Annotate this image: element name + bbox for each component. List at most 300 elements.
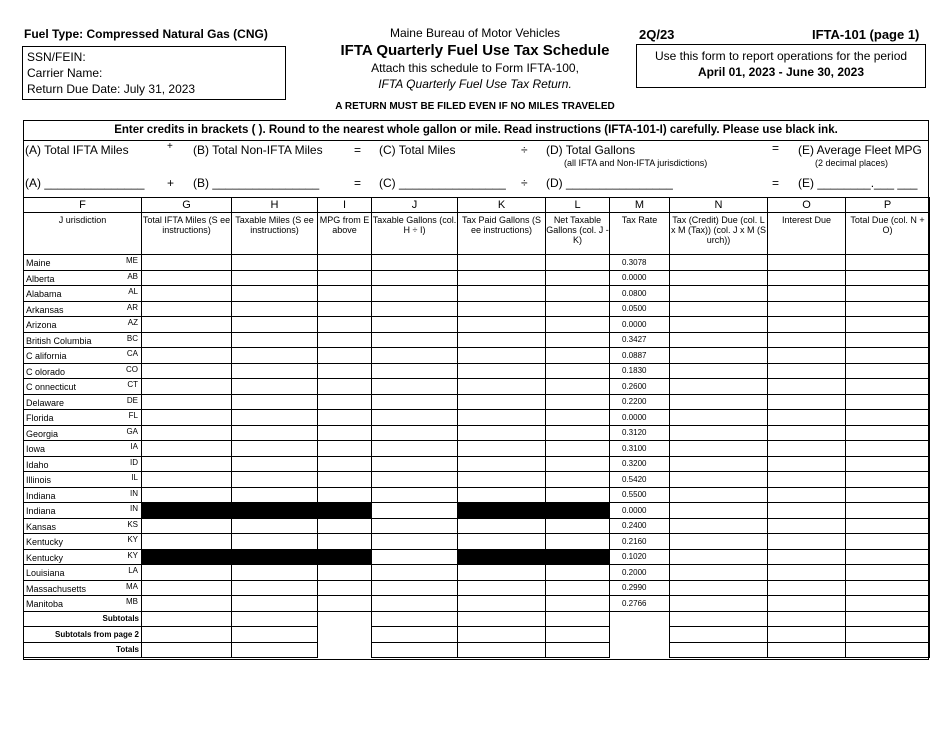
input-cell-i[interactable] bbox=[318, 301, 372, 317]
input-cell-k[interactable] bbox=[458, 270, 546, 286]
input-cell-i[interactable] bbox=[318, 379, 372, 395]
input-cell-i[interactable] bbox=[318, 534, 372, 550]
column-header-m: Tax Rate bbox=[610, 213, 670, 255]
input-cell-i[interactable] bbox=[318, 565, 372, 581]
jurisdiction-table bbox=[23, 197, 930, 658]
input-cell-p[interactable] bbox=[846, 425, 930, 441]
input-cell-l[interactable] bbox=[546, 410, 610, 426]
input-cell-j[interactable] bbox=[372, 456, 458, 472]
total-cell-l[interactable] bbox=[546, 611, 610, 627]
input-cell-i[interactable] bbox=[318, 441, 372, 457]
input-cell-n[interactable] bbox=[670, 348, 768, 364]
column-letter-f: F bbox=[24, 198, 142, 213]
total-cell-o[interactable] bbox=[768, 611, 846, 627]
jurisdiction-code: DE bbox=[126, 395, 138, 405]
total-cell-p[interactable] bbox=[846, 611, 930, 627]
input-cell-p[interactable] bbox=[846, 596, 930, 612]
input-cell-g[interactable] bbox=[142, 317, 232, 333]
input-cell-n[interactable] bbox=[670, 425, 768, 441]
empty-cell bbox=[318, 642, 372, 658]
jurisdiction-cell bbox=[24, 270, 142, 286]
input-cell-p[interactable] bbox=[846, 503, 930, 519]
input-cell-p[interactable] bbox=[846, 301, 930, 317]
carrier-name-field[interactable]: Carrier Name: bbox=[27, 66, 103, 80]
jurisdiction-code: KS bbox=[127, 519, 138, 529]
jurisdiction-cell bbox=[24, 487, 142, 503]
input-cell-l[interactable] bbox=[546, 441, 610, 457]
input-cell-p[interactable] bbox=[846, 270, 930, 286]
input-cell-o[interactable] bbox=[768, 441, 846, 457]
input-cell-g[interactable] bbox=[142, 534, 232, 550]
jurisdiction-name: Louisiana bbox=[26, 568, 65, 578]
input-cell-p[interactable] bbox=[846, 472, 930, 488]
input-cell-n[interactable] bbox=[670, 518, 768, 534]
input-cell-o[interactable] bbox=[768, 580, 846, 596]
input-b[interactable]: (B) ________________ bbox=[193, 176, 320, 190]
input-cell-i[interactable] bbox=[318, 472, 372, 488]
input-cell-o[interactable] bbox=[768, 363, 846, 379]
input-cell-k[interactable] bbox=[458, 565, 546, 581]
jurisdiction-code: MB bbox=[126, 597, 138, 606]
input-cell-h[interactable] bbox=[232, 332, 318, 348]
tax-rate-cell: 0.0000 bbox=[610, 410, 670, 426]
input-cell-k[interactable] bbox=[458, 456, 546, 472]
input-cell-g[interactable] bbox=[142, 348, 232, 364]
input-cell-n[interactable] bbox=[670, 410, 768, 426]
input-cell-i[interactable] bbox=[318, 255, 372, 271]
total-cell-o[interactable] bbox=[768, 642, 846, 658]
jurisdiction-cell bbox=[24, 348, 142, 364]
equals-sign: = bbox=[354, 143, 362, 157]
input-cell-p[interactable] bbox=[846, 456, 930, 472]
tax-rate-cell: 0.0000 bbox=[610, 270, 670, 286]
input-cell-k[interactable] bbox=[458, 534, 546, 550]
input-cell-i[interactable] bbox=[318, 270, 372, 286]
table-row bbox=[24, 503, 930, 519]
tax-rate-cell: 0.2000 bbox=[610, 565, 670, 581]
divide-sign: ÷ bbox=[521, 143, 528, 157]
input-cell-o[interactable] bbox=[768, 472, 846, 488]
jurisdiction-name: C onnecticut bbox=[26, 382, 77, 392]
input-cell-n[interactable] bbox=[670, 456, 768, 472]
input-cell-o[interactable] bbox=[768, 348, 846, 364]
jurisdiction-name: Manitoba bbox=[26, 599, 64, 609]
total-cell-j[interactable] bbox=[372, 627, 458, 643]
input-cell-o[interactable] bbox=[768, 317, 846, 333]
input-cell-j[interactable] bbox=[372, 596, 458, 612]
input-cell-o[interactable] bbox=[768, 379, 846, 395]
input-cell-n[interactable] bbox=[670, 394, 768, 410]
input-cell-o[interactable] bbox=[768, 286, 846, 302]
input-cell-h[interactable] bbox=[232, 487, 318, 503]
input-cell-k[interactable] bbox=[458, 580, 546, 596]
input-cell-j[interactable] bbox=[372, 565, 458, 581]
input-cell-j[interactable] bbox=[372, 394, 458, 410]
input-cell-h[interactable] bbox=[232, 286, 318, 302]
input-cell-p[interactable] bbox=[846, 487, 930, 503]
blocked-cell bbox=[318, 549, 372, 565]
column-header-j: Taxable Gallons (col. H ÷ I) bbox=[372, 213, 458, 255]
input-cell-i[interactable] bbox=[318, 410, 372, 426]
instructions-line: Enter credits in brackets ( ). Round to the nearest whole gallon or mile. Read instructions (IFTA-101-I) carefully. Please use black ink. bbox=[114, 124, 838, 136]
input-cell-k[interactable] bbox=[458, 379, 546, 395]
total-cell-n[interactable] bbox=[670, 611, 768, 627]
input-cell-l[interactable] bbox=[546, 580, 610, 596]
input-cell-h[interactable] bbox=[232, 472, 318, 488]
input-cell-o[interactable] bbox=[768, 565, 846, 581]
jurisdiction-code: CA bbox=[126, 349, 138, 358]
input-cell-o[interactable] bbox=[768, 332, 846, 348]
total-cell-h[interactable] bbox=[232, 627, 318, 643]
input-cell-g[interactable] bbox=[142, 410, 232, 426]
input-cell-n[interactable] bbox=[670, 379, 768, 395]
input-cell-k[interactable] bbox=[458, 596, 546, 612]
input-cell-n[interactable] bbox=[670, 580, 768, 596]
total-cell-h[interactable] bbox=[232, 611, 318, 627]
jurisdiction-code: AZ bbox=[127, 318, 138, 327]
input-cell-k[interactable] bbox=[458, 487, 546, 503]
input-cell-n[interactable] bbox=[670, 565, 768, 581]
input-cell-l[interactable] bbox=[546, 394, 610, 410]
input-cell-i[interactable] bbox=[318, 332, 372, 348]
empty-cell bbox=[610, 642, 670, 658]
input-cell-n[interactable] bbox=[670, 301, 768, 317]
input-cell-g[interactable] bbox=[142, 363, 232, 379]
input-cell-l[interactable] bbox=[546, 255, 610, 271]
label-b: (B) Total Non-IFTA Miles bbox=[193, 143, 323, 157]
input-cell-j[interactable] bbox=[372, 534, 458, 550]
blocked-cell bbox=[458, 549, 546, 565]
tax-rate-cell: 0.0000 bbox=[610, 503, 670, 519]
input-cell-j[interactable] bbox=[372, 332, 458, 348]
input-cell-k[interactable] bbox=[458, 286, 546, 302]
input-cell-l[interactable] bbox=[546, 379, 610, 395]
input-cell-o[interactable] bbox=[768, 410, 846, 426]
column-header-h: Taxable Miles (S ee instructions) bbox=[232, 213, 318, 255]
input-cell-j[interactable] bbox=[372, 518, 458, 534]
input-cell-i[interactable] bbox=[318, 425, 372, 441]
input-cell-g[interactable] bbox=[142, 425, 232, 441]
jurisdiction-name: Maine bbox=[26, 258, 51, 268]
column-letter-h: H bbox=[232, 198, 318, 213]
input-cell-h[interactable] bbox=[232, 425, 318, 441]
input-cell-k[interactable] bbox=[458, 348, 546, 364]
input-cell-g[interactable] bbox=[142, 487, 232, 503]
total-cell-l[interactable] bbox=[546, 642, 610, 658]
jurisdiction-cell bbox=[24, 379, 142, 395]
input-cell-j[interactable] bbox=[372, 348, 458, 364]
input-cell-h[interactable] bbox=[232, 379, 318, 395]
input-cell-o[interactable] bbox=[768, 596, 846, 612]
input-cell-n[interactable] bbox=[670, 255, 768, 271]
input-cell-g[interactable] bbox=[142, 565, 232, 581]
input-cell-n[interactable] bbox=[670, 503, 768, 519]
totals-label: Totals bbox=[24, 642, 142, 658]
total-cell-n[interactable] bbox=[670, 627, 768, 643]
input-cell-p[interactable] bbox=[846, 363, 930, 379]
input-cell-k[interactable] bbox=[458, 394, 546, 410]
input-cell-k[interactable] bbox=[458, 255, 546, 271]
input-cell-j[interactable] bbox=[372, 580, 458, 596]
input-cell-k[interactable] bbox=[458, 301, 546, 317]
agency-name: Maine Bureau of Motor Vehicles bbox=[389, 26, 561, 40]
carrier-info-box bbox=[22, 46, 286, 100]
input-cell-h[interactable] bbox=[232, 363, 318, 379]
input-cell-o[interactable] bbox=[768, 518, 846, 534]
tax-rate-cell: 0.3100 bbox=[610, 441, 670, 457]
table-row bbox=[24, 332, 930, 348]
input-cell-p[interactable] bbox=[846, 534, 930, 550]
jurisdiction-name: Indiana bbox=[26, 490, 56, 501]
input-cell-k[interactable] bbox=[458, 317, 546, 333]
input-cell-o[interactable] bbox=[768, 503, 846, 519]
equals-sign-2: = bbox=[772, 141, 780, 155]
input-a[interactable]: (A) _______________ bbox=[25, 176, 145, 190]
tax-rate-cell: 0.2160 bbox=[610, 534, 670, 550]
input-cell-h[interactable] bbox=[232, 348, 318, 364]
input-cell-k[interactable] bbox=[458, 363, 546, 379]
input-cell-l[interactable] bbox=[546, 487, 610, 503]
input-cell-o[interactable] bbox=[768, 255, 846, 271]
input-e[interactable]: (E) ________.___ ___ bbox=[798, 176, 918, 190]
input-cell-l[interactable] bbox=[546, 270, 610, 286]
input-cell-o[interactable] bbox=[768, 425, 846, 441]
total-cell-g[interactable] bbox=[142, 627, 232, 643]
input-cell-g[interactable] bbox=[142, 270, 232, 286]
input-d[interactable]: (D) ________________ bbox=[546, 176, 673, 190]
input-cell-o[interactable] bbox=[768, 270, 846, 286]
input-cell-i[interactable] bbox=[318, 363, 372, 379]
input-cell-k[interactable] bbox=[458, 332, 546, 348]
total-cell-p[interactable] bbox=[846, 642, 930, 658]
tax-rate-cell: 0.0887 bbox=[610, 348, 670, 364]
input-cell-j[interactable] bbox=[372, 549, 458, 565]
input-cell-j[interactable] bbox=[372, 472, 458, 488]
jurisdiction-name: Kentucky bbox=[26, 552, 64, 563]
input-cell-g[interactable] bbox=[142, 286, 232, 302]
total-cell-g[interactable] bbox=[142, 611, 232, 627]
input-cell-k[interactable] bbox=[458, 441, 546, 457]
input-cell-h[interactable] bbox=[232, 255, 318, 271]
input-cell-n[interactable] bbox=[670, 549, 768, 565]
input-cell-o[interactable] bbox=[768, 394, 846, 410]
jurisdiction-name: Indiana bbox=[26, 506, 56, 516]
input-cell-g[interactable] bbox=[142, 456, 232, 472]
input-cell-i[interactable] bbox=[318, 456, 372, 472]
input-cell-h[interactable] bbox=[232, 410, 318, 426]
input-cell-n[interactable] bbox=[670, 363, 768, 379]
jurisdiction-cell bbox=[24, 363, 142, 379]
input-cell-j[interactable] bbox=[372, 255, 458, 271]
input-cell-h[interactable] bbox=[232, 534, 318, 550]
input-cell-p[interactable] bbox=[846, 549, 930, 565]
jurisdiction-code: IN bbox=[130, 504, 138, 513]
totals-row bbox=[24, 611, 930, 627]
input-cell-p[interactable] bbox=[846, 441, 930, 457]
input-cell-p[interactable] bbox=[846, 286, 930, 302]
plus-sign: + bbox=[167, 141, 173, 152]
input-cell-h[interactable] bbox=[232, 317, 318, 333]
input-cell-g[interactable] bbox=[142, 441, 232, 457]
input-cell-h[interactable] bbox=[232, 580, 318, 596]
input-cell-g[interactable] bbox=[142, 301, 232, 317]
input-cell-n[interactable] bbox=[670, 286, 768, 302]
input-cell-n[interactable] bbox=[670, 332, 768, 348]
input-cell-i[interactable] bbox=[318, 317, 372, 333]
total-cell-k[interactable] bbox=[458, 642, 546, 658]
input-cell-l[interactable] bbox=[546, 456, 610, 472]
input-cell-p[interactable] bbox=[846, 255, 930, 271]
jurisdiction-cell bbox=[24, 394, 142, 410]
input-cell-p[interactable] bbox=[846, 348, 930, 364]
input-cell-o[interactable] bbox=[768, 456, 846, 472]
input-cell-j[interactable] bbox=[372, 286, 458, 302]
input-cell-i[interactable] bbox=[318, 348, 372, 364]
input-cell-i[interactable] bbox=[318, 286, 372, 302]
input-cell-o[interactable] bbox=[768, 549, 846, 565]
input-cell-k[interactable] bbox=[458, 410, 546, 426]
input-cell-i[interactable] bbox=[318, 394, 372, 410]
column-letter-j: J bbox=[372, 198, 458, 213]
period-box bbox=[636, 44, 926, 88]
input-cell-p[interactable] bbox=[846, 518, 930, 534]
input-cell-i[interactable] bbox=[318, 596, 372, 612]
total-cell-o[interactable] bbox=[768, 627, 846, 643]
column-header-p: Total Due (col. N + O) bbox=[846, 213, 930, 255]
column-header-n: Tax (Credit) Due (col. L x M (Tax)) (col. J x M (S urch)) bbox=[670, 213, 768, 255]
input-cell-i[interactable] bbox=[318, 487, 372, 503]
input-cell-j[interactable] bbox=[372, 301, 458, 317]
input-cell-j[interactable] bbox=[372, 503, 458, 519]
input-cell-l[interactable] bbox=[546, 363, 610, 379]
input-cell-g[interactable] bbox=[142, 472, 232, 488]
input-cell-p[interactable] bbox=[846, 565, 930, 581]
input-cell-o[interactable] bbox=[768, 301, 846, 317]
input-cell-h[interactable] bbox=[232, 394, 318, 410]
input-cell-l[interactable] bbox=[546, 472, 610, 488]
jurisdiction-cell bbox=[24, 441, 142, 457]
input-cell-l[interactable] bbox=[546, 348, 610, 364]
input-cell-l[interactable] bbox=[546, 332, 610, 348]
input-cell-l[interactable] bbox=[546, 518, 610, 534]
total-cell-h[interactable] bbox=[232, 642, 318, 658]
input-cell-h[interactable] bbox=[232, 518, 318, 534]
input-cell-k[interactable] bbox=[458, 518, 546, 534]
input-cell-o[interactable] bbox=[768, 487, 846, 503]
jurisdiction-name: Arkansas bbox=[26, 304, 64, 315]
input-cell-i[interactable] bbox=[318, 580, 372, 596]
input-cell-j[interactable] bbox=[372, 410, 458, 426]
return-due-date: Return Due Date: July 31, 2023 bbox=[27, 82, 196, 96]
input-cell-n[interactable] bbox=[670, 441, 768, 457]
input-cell-h[interactable] bbox=[232, 565, 318, 581]
input-cell-n[interactable] bbox=[670, 317, 768, 333]
total-cell-g[interactable] bbox=[142, 642, 232, 658]
total-cell-k[interactable] bbox=[458, 611, 546, 627]
total-cell-k[interactable] bbox=[458, 627, 546, 643]
input-cell-p[interactable] bbox=[846, 379, 930, 395]
input-cell-j[interactable] bbox=[372, 363, 458, 379]
input-cell-h[interactable] bbox=[232, 270, 318, 286]
table-row bbox=[24, 255, 930, 271]
input-cell-g[interactable] bbox=[142, 332, 232, 348]
input-cell-p[interactable] bbox=[846, 394, 930, 410]
input-cell-g[interactable] bbox=[142, 596, 232, 612]
input-cell-p[interactable] bbox=[846, 580, 930, 596]
input-cell-g[interactable] bbox=[142, 518, 232, 534]
input-cell-h[interactable] bbox=[232, 456, 318, 472]
plus-sign-2: + bbox=[167, 176, 175, 190]
jurisdiction-code: KY bbox=[127, 535, 138, 544]
input-cell-n[interactable] bbox=[670, 596, 768, 612]
total-cell-p[interactable] bbox=[846, 627, 930, 643]
input-cell-g[interactable] bbox=[142, 379, 232, 395]
input-cell-n[interactable] bbox=[670, 270, 768, 286]
input-cell-o[interactable] bbox=[768, 534, 846, 550]
input-cell-j[interactable] bbox=[372, 379, 458, 395]
input-cell-g[interactable] bbox=[142, 580, 232, 596]
input-cell-l[interactable] bbox=[546, 425, 610, 441]
table-row bbox=[24, 596, 930, 612]
input-cell-h[interactable] bbox=[232, 596, 318, 612]
input-cell-n[interactable] bbox=[670, 472, 768, 488]
jurisdiction-name: C olorado bbox=[26, 366, 66, 377]
input-cell-j[interactable] bbox=[372, 487, 458, 503]
jurisdiction-code: IL bbox=[131, 473, 138, 482]
input-cell-l[interactable] bbox=[546, 534, 610, 550]
column-header-g: Total IFTA Miles (S ee instructions) bbox=[142, 213, 232, 255]
input-cell-k[interactable] bbox=[458, 472, 546, 488]
input-cell-p[interactable] bbox=[846, 317, 930, 333]
column-letter-g: G bbox=[142, 198, 232, 213]
total-cell-j[interactable] bbox=[372, 611, 458, 627]
jurisdiction-code: ID bbox=[130, 457, 138, 467]
input-cell-i[interactable] bbox=[318, 518, 372, 534]
input-cell-l[interactable] bbox=[546, 596, 610, 612]
input-cell-j[interactable] bbox=[372, 317, 458, 333]
input-cell-k[interactable] bbox=[458, 425, 546, 441]
column-letter-i: I bbox=[318, 198, 372, 213]
input-cell-j[interactable] bbox=[372, 425, 458, 441]
input-c[interactable]: (C) ________________ bbox=[379, 176, 506, 190]
label-c: (C) Total Miles bbox=[379, 143, 456, 157]
total-cell-n[interactable] bbox=[670, 642, 768, 658]
total-cell-j[interactable] bbox=[372, 642, 458, 658]
input-cell-n[interactable] bbox=[670, 487, 768, 503]
ssn-field[interactable]: SSN/FEIN: bbox=[27, 50, 86, 64]
input-cell-p[interactable] bbox=[846, 410, 930, 426]
table-row bbox=[24, 301, 930, 317]
input-cell-j[interactable] bbox=[372, 270, 458, 286]
input-cell-g[interactable] bbox=[142, 255, 232, 271]
input-cell-h[interactable] bbox=[232, 301, 318, 317]
input-cell-n[interactable] bbox=[670, 534, 768, 550]
input-cell-l[interactable] bbox=[546, 301, 610, 317]
jurisdiction-cell bbox=[24, 534, 142, 550]
input-cell-l[interactable] bbox=[546, 565, 610, 581]
jurisdiction-code: BC bbox=[126, 333, 138, 343]
input-cell-l[interactable] bbox=[546, 317, 610, 333]
equals-sign-3: = bbox=[354, 176, 362, 190]
total-cell-l[interactable] bbox=[546, 627, 610, 643]
table-row bbox=[24, 317, 930, 333]
input-cell-h[interactable] bbox=[232, 441, 318, 457]
input-cell-p[interactable] bbox=[846, 332, 930, 348]
blocked-cell bbox=[142, 503, 232, 519]
input-cell-j[interactable] bbox=[372, 441, 458, 457]
input-cell-l[interactable] bbox=[546, 286, 610, 302]
input-cell-g[interactable] bbox=[142, 394, 232, 410]
